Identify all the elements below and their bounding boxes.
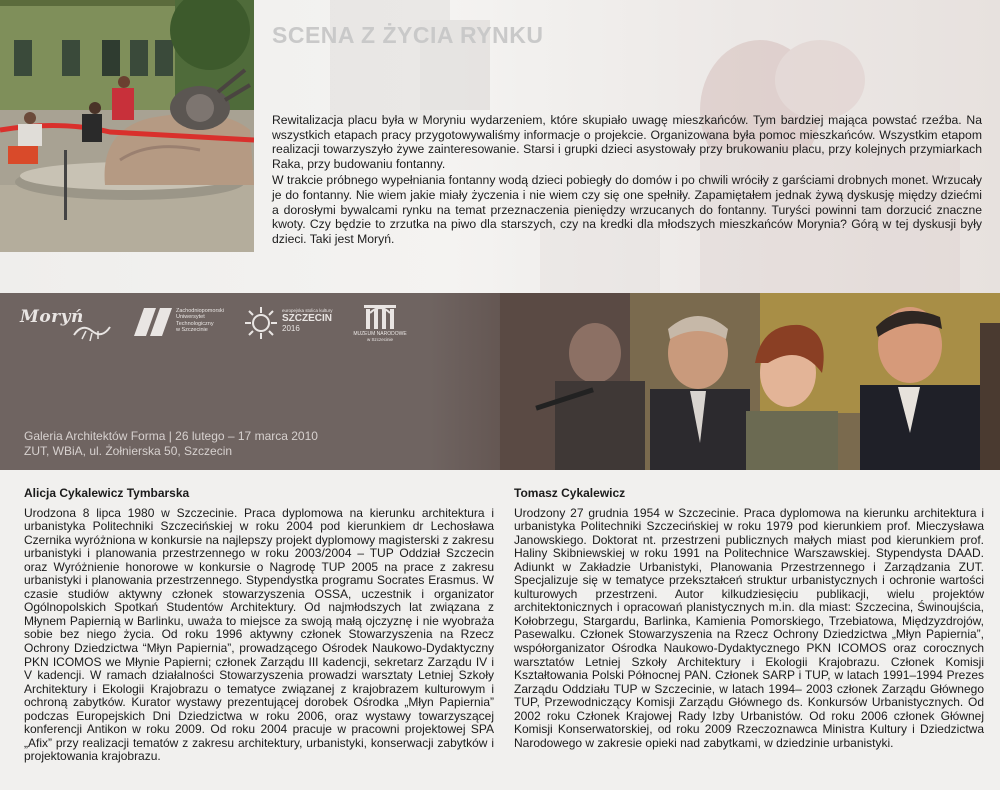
zut-logo xyxy=(134,308,244,342)
zut-line-2: Uniwersytet xyxy=(176,314,205,321)
muzeum-line-2: w Szczecinie xyxy=(366,337,393,342)
audience-photo xyxy=(500,293,1000,470)
szczecin-tagline: europejska stolica kultury xyxy=(282,308,333,313)
fountain-photo xyxy=(0,0,254,252)
bio-right xyxy=(514,487,984,750)
moryn-logo-text: Moryń xyxy=(20,307,84,327)
intro-text xyxy=(272,113,982,248)
top-section xyxy=(0,0,1000,293)
zut-line-1: Zachodniopomorski xyxy=(176,308,224,314)
exhibition-info xyxy=(24,429,318,458)
szczecin-name: SZCZECIN xyxy=(282,313,332,324)
szczecin-year: 2016 xyxy=(282,324,300,333)
bio-left xyxy=(24,487,494,764)
zut-line-3: Technologiczny xyxy=(176,320,214,327)
moryn-logo xyxy=(20,307,120,347)
bio-name: Alicja Cykalewicz Tymbarska xyxy=(24,486,190,500)
partner-logos xyxy=(20,301,440,351)
crayfish-icon xyxy=(72,321,112,343)
intro-paragraph: W trakcie próbnego wypełniania fontanny wodą dzieci pobiegły do domów i po chwili wróciły z garściami drobnych monet. Wrzucały je do fontanny. Nie wiem jakie miały życzenia i nie wiem czy się one spełniły. Zapamiętałem jednak żywą dyskusję między dziećmi a dorosłymi bywalcami rynku na temat przeznaczenia pieniędzy wrzucanych do fontanny. Turyści powinni tam dorzucić znaczne kwoty. Czy będzie to zrzutka na piwo dla starszych, czy na kredki dla młodszych mieszkańców Morynia? Górą w tej dyskusji były dzieci. Taki jest Moryń. xyxy=(272,173,982,246)
bio-text: Urodzony 27 grudnia 1954 w Szczecinie. Praca dyplomowa na kierunku architektura i urbanistyka Politechniki Szczecińskiej w roku 1979 pod kierunkiem prof. Mieczysława Janowskiego. Doktorat nt. przestrzeni publicznych małych miast pod kierunkiem prof. Haliny Skibniewskiej w roku 1991 na Politechnice Warszawskiej. Stypendysta DAAD. Adiunkt w Zakładzie Urbanistyki, Planowania Przestrzennego i Zarządzania ZUT. Specjalizuje się w tematyce przekształceń struktur urbanistycznych i ochronie wartości kulturowych przestrzeni. Autor kilkudziesięciu publikacji, wielu projektów architektonicznych i opracowań planistycznych m.in. dla miast: Szczecina, Świnoujścia, Kołobrzegu, Stargardu, Barlinka, Kamienia Pomorskiego, Trzebiatowa, Międzyzdrojów, Pasewalku. Członek Stowarzyszenia na Rzecz Ochrony Dziedzictwa „Młyn Papiernia”, współorganizator Ośrodka Naukowo-Dydaktycznego PKN ICOMOS oraz corocznych warsztatów Letniej Szkoły Architektury i Ekologii Krajobrazu. Członek Komisji Kształtowania Polski Północnej PAN. Członek SARP i TUP, w latach 1991–1994 Prezes Zarządu Oddziału TUP w Szczecinie, w latach 1994– 2003 członek Zarządu Głównego TUP, Przewodniczący Komisji Zarządu Głównego ds. Konkursów Urbanistycznych. Od 2002 roku Członek Krajowej Rady Izby Urbanistów. Od roku 2006 członek Głównej Komisji Konserwatorskiej, od roku 2009 Rzeczoznawca Ministra Kultury i Dziedzictwa Narodowego w zakresie opieki nad zabytkami, w dziedzinie urbanistyki. xyxy=(514,505,984,750)
museum-emblem-icon xyxy=(362,301,398,331)
muzeum-narodowe-logo xyxy=(344,301,416,349)
exhibition-venue-dates: Galeria Architektów Forma | 26 lutego – 17 marca 2010 xyxy=(24,429,318,443)
zut-mark-icon xyxy=(134,308,172,336)
bio-text: Urodzona 8 lipca 1980 w Szczecinie. Praca dyplomowa na kierunku architektura i urbanistyka Politechniki Szczecińskiej w roku 2004 pod kierunkiem dr Lechosława Czernika wyróżniona w konkursie na najlepszy projekt dyplomowy magisterski z zakresu urbanistyki i planowania przestrzennego w roku 2003/2004 – TUP Oddział Szczecin oraz Wyróżnienie honorowe w konkursie o Nagrodę TUP 2005 na prace z zakresu urbanistyki i planowania przestrzennego. Stypendystka programu Socrates Erasmus. W czasie studiów aktywny członek stowarzyszenia OSSA, uczestnik i organizator Ogólnopolskich Spotkań Studentów Architektury. Od najmłodszych lat związana z Młynem Papiernią w Barlinku, uważa to miejsce za swoją małą ojczyznę i nie wyobraża sobie bez niego życia. Od roku 1996 aktywny członek Stowarzyszenia na Rzecz Ochrony Dziedzictwa “Młyn Papiernia”, prowadzącego Ośrodek Naukowo-Dydaktyczny PKN ICOMOS we Młynie Papierni; członek Zarządu III kadencji, sekretarz Zarządu IV i V kadencji. W ramach działalności Stowarzyszenia prowadzi warsztaty Letniej Szkoły Architektury i Ekologii Krajobrazu o tematyce związanej z krajobrazem kulturowym i ochroną zabytków. Kurator wystawy prezentującej dorobek Ośrodka „Młyn Papiernia” podczas Europejskich Dni Dziedzictwa w roku 2006, oraz wystawy towarzyszącej konferencji Antikon w roku 2009. Od roku 2004 pracuje w pracowni projektowej SPA „Afix” przy realizacji tematów z zakresu architektury, urbanistyki, konserwacji zabytków i projektowania krajobrazu. xyxy=(24,505,494,764)
intro-paragraph: Rewitalizacja placu była w Moryniu wydarzeniem, które skupiało uwagę mieszkańców. Tym bardziej mająca powstać rzeźba. Na wszystkich etapach pracy przygotowywaliśmy informacje o projekcie. Organizowana była pomoc mieszkańców. Wszystkim etapom realizacji towarzyszyło żywe zainteresowanie. Starsi i grupki dzieci asystowały przy brukowaniu placu, przy kolejnych przymiarkach Raka, przy budowaniu fontanny. xyxy=(272,113,982,171)
bio-name: Tomasz Cykalewicz xyxy=(514,486,626,500)
sun-emblem-icon xyxy=(244,306,278,340)
szczecin-2016-logo xyxy=(244,304,344,344)
muzeum-line-1: MUZEUM NARODOWE xyxy=(353,331,407,337)
exhibition-address: ZUT, WBiA, ul. Żołnierska 50, Szczecin xyxy=(24,443,233,458)
page-title: SCENA Z ŻYCIA RYNKU xyxy=(272,22,544,48)
exhibition-band xyxy=(0,293,1000,470)
zut-line-4: w Szczecinie xyxy=(176,326,208,333)
